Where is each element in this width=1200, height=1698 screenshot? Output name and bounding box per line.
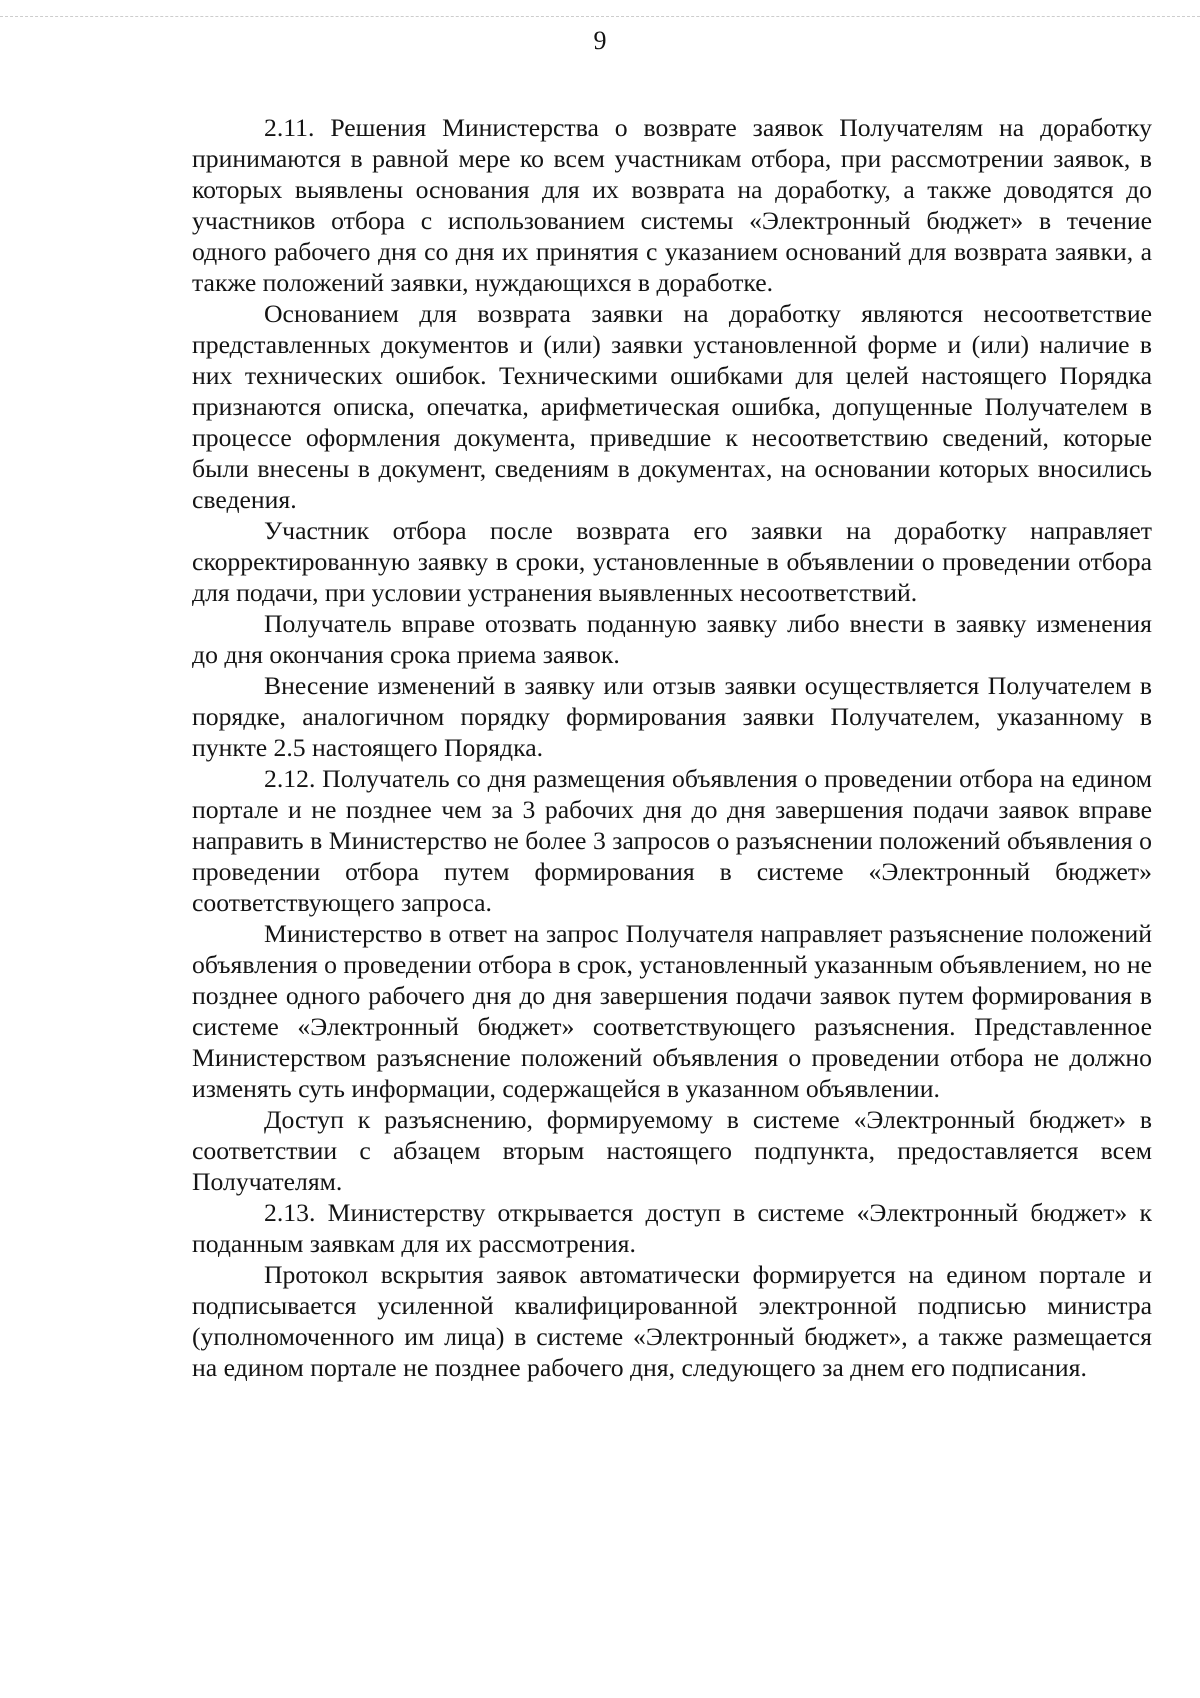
paragraph-opening-protocol: Протокол вскрытия заявок автоматически формируется на едином портале и подписывается усиленной квалифицированной электронной подписью министра (уполномоченного им лица) в системе «Электронный бюджет», а также размещается на едином портале не позднее рабочего дня, следующего за днем его подписания. bbox=[192, 1260, 1152, 1382]
paragraph-amendment-procedure: Внесение изменений в заявку или отзыв заявки осуществляется Получателем в порядке, аналогичном порядку формирования заявки Получателем, указанному в пункте 2.5 настоящего Порядка. bbox=[192, 671, 1152, 762]
scan-top-edge bbox=[0, 16, 1200, 20]
paragraph-ministry-clarification: Министерство в ответ на запрос Получателя направляет разъяснение положений объявления о проведении отбора в срок, установленный указанным объявлением, но не позднее одного рабочего дня до дня завершения подачи заявок путем формирования в системе «Электронный бюджет» соответствующего разъяснения. Представленное Министерством разъяснение положений объявления о проведении отбора не должно изменять суть информации, содержащейся в указанном объявлении. bbox=[192, 919, 1152, 1103]
page-number: 9 bbox=[593, 26, 607, 55]
paragraph-resubmission: Участник отбора после возврата его заявки на доработку направляет скорректированную заявку в сроки, установленные в объявлении о проведении отбора для подачи, при условии устранения выявленных несоответствий. bbox=[192, 516, 1152, 607]
paragraph-clarification-access: Доступ к разъяснению, формируемому в системе «Электронный бюджет» в соответствии с абзацем вторым настоящего подпункта, предоставляется всем Получателям. bbox=[192, 1105, 1152, 1196]
paragraph-withdrawal: Получатель вправе отозвать поданную заявку либо внести в заявку изменения до дня окончания срока приема заявок. bbox=[192, 609, 1152, 669]
paragraph-2-12: 2.12. Получатель со дня размещения объявления о проведении отбора на едином портале и не позднее чем за 3 рабочих дня до дня завершения подачи заявок вправе направить в Министерство не более 3 запросов о разъяснении положений объявления о проведении отбора путем формирования в системе «Электронный бюджет» соответствующего запроса. bbox=[192, 764, 1152, 917]
paragraph-2-11: 2.11. Решения Министерства о возврате заявок Получателям на доработку принимаются в равной мере ко всем участникам отбора, при рассмотрении заявок, в которых выявлены основания для их возврата на доработку, а также доводятся до участников отбора с использованием системы «Электронный бюджет» в течение одного рабочего дня со дня их принятия с указанием оснований для возврата заявки, а также положений заявки, нуждающихся в доработке. bbox=[192, 113, 1152, 297]
paragraph-return-grounds: Основанием для возврата заявки на доработку являются несоответствие представленных документов и (или) заявки установленной форме и (или) наличие в них технических ошибок. Техническими ошибками для целей настоящего Порядка признаются описка, опечатка, арифметическая ошибка, допущенные Получателем в процессе оформления документа, приведшие к несоответствию сведений, которые были внесены в документ, сведениям в документах, на основании которых вносились сведения. bbox=[192, 299, 1152, 514]
document-body bbox=[192, 112, 1152, 1383]
paragraph-2-13: 2.13. Министерству открывается доступ в системе «Электронный бюджет» к поданным заявкам для их рассмотрения. bbox=[192, 1198, 1152, 1258]
